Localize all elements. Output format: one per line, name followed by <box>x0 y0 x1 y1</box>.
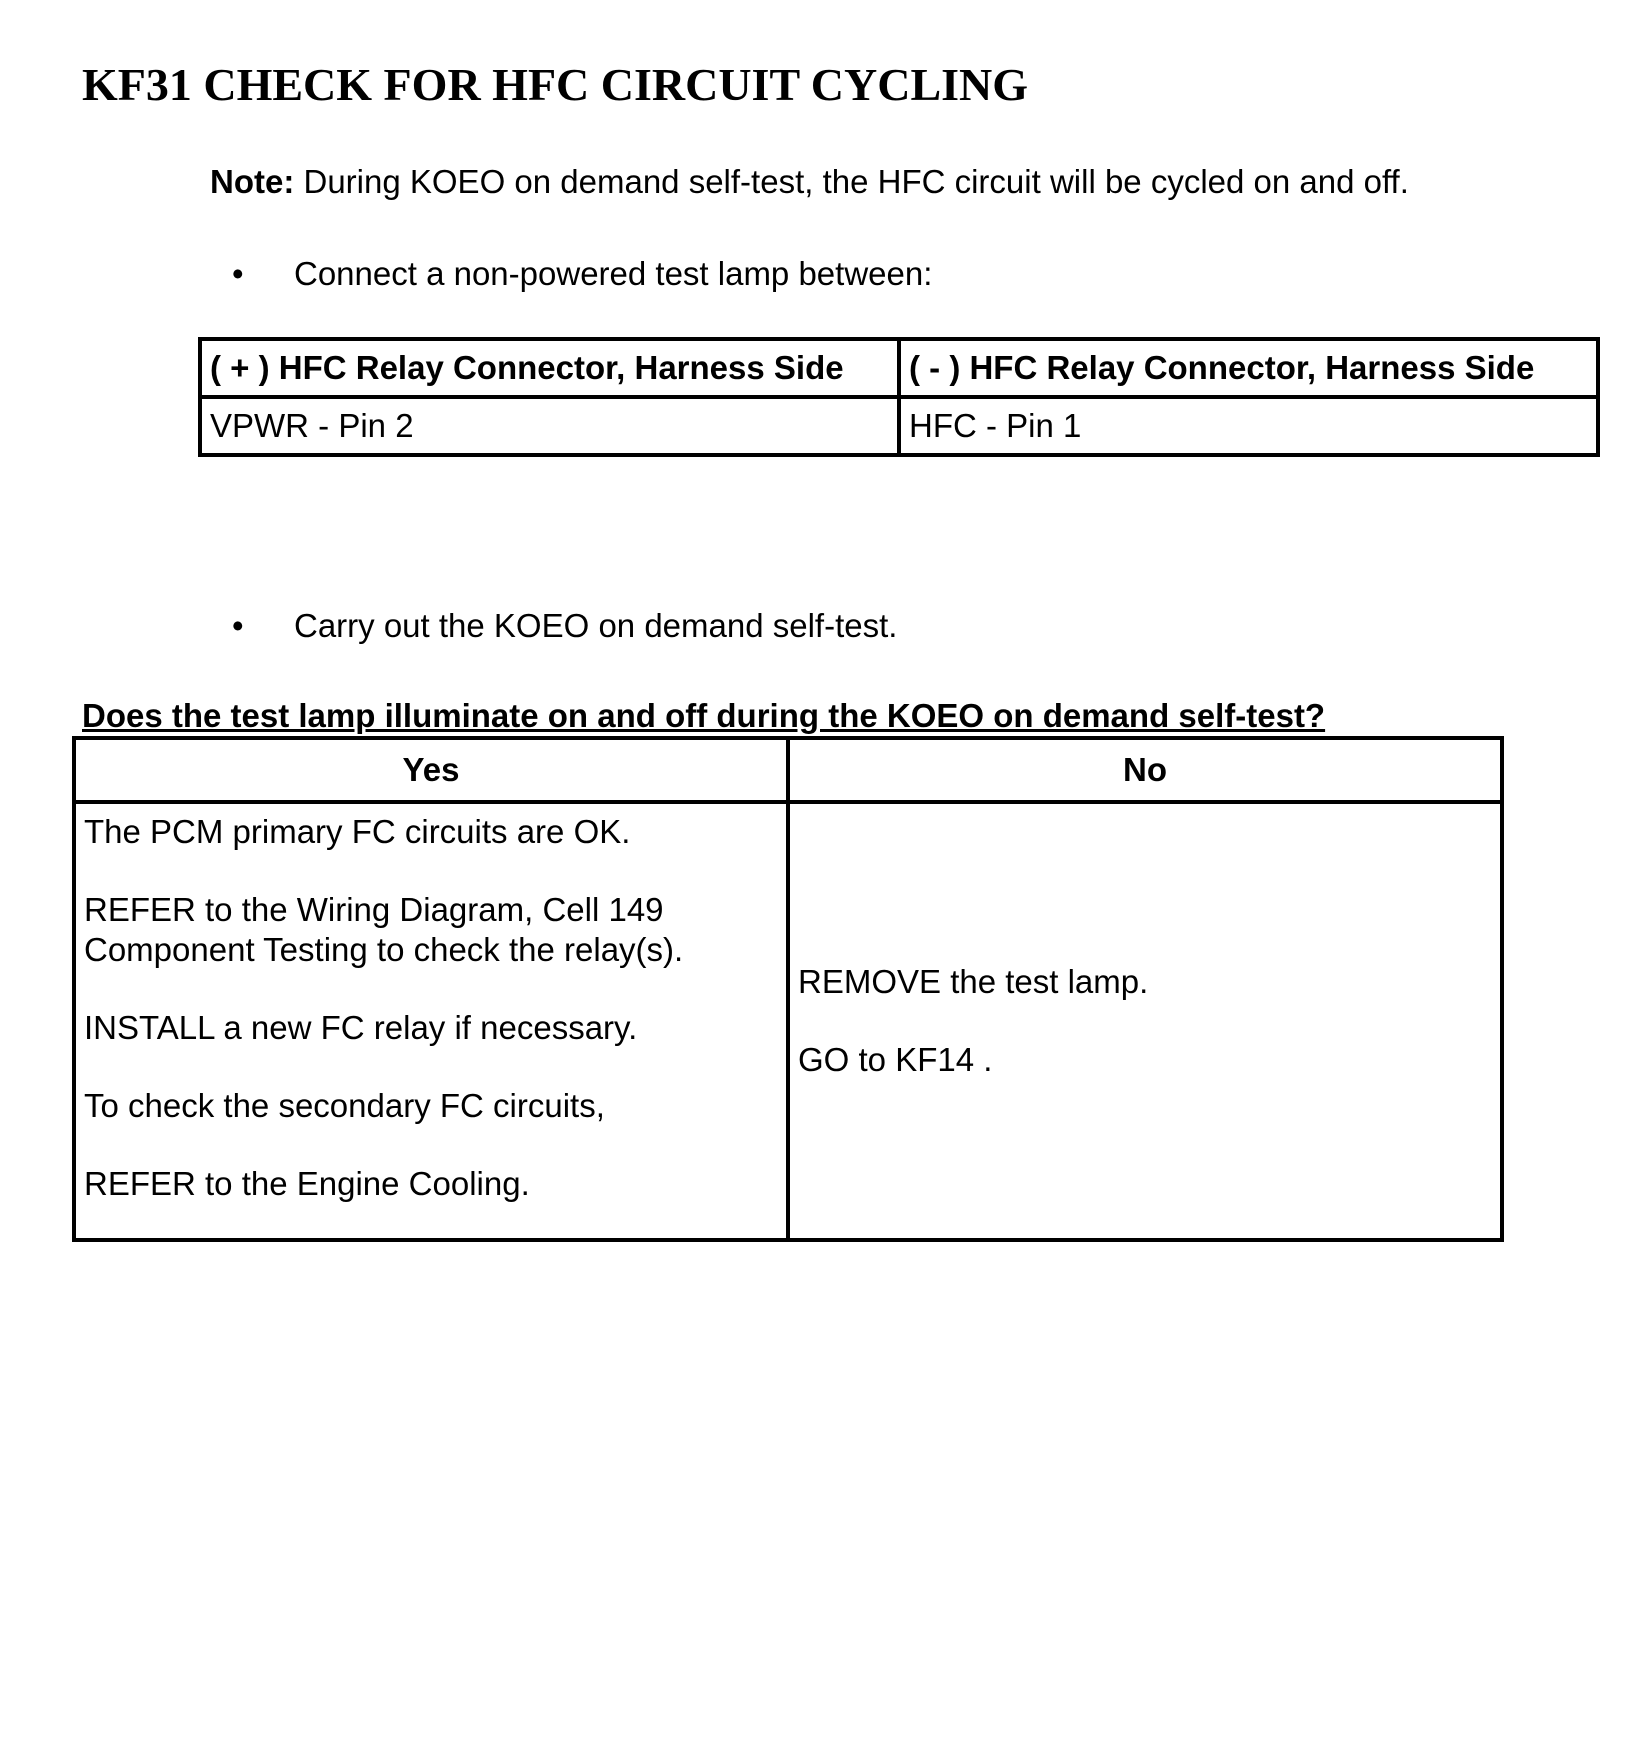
no-text: GO to KF14 . <box>798 1041 993 1078</box>
bullet-text: Connect a non-powered test lamp between: <box>294 255 933 292</box>
yes-text: The PCM primary FC circuits are OK. <box>84 813 631 850</box>
yes-header: Yes <box>74 738 788 802</box>
yes-cell <box>74 802 788 1240</box>
result-table <box>72 736 1504 1242</box>
note <box>210 163 1409 201</box>
note-label: Note: <box>210 163 295 200</box>
table-header-row <box>200 339 1598 397</box>
connector-table <box>198 337 1600 457</box>
question-heading: Does the test lamp illuminate on and off during the KOEO on demand self-test? <box>82 697 1326 734</box>
no-cell <box>788 802 1502 1240</box>
page-title: KF31 CHECK FOR HFC CIRCUIT CYCLING <box>82 59 1029 110</box>
yes-text: INSTALL a new FC relay if necessary. <box>84 1009 638 1046</box>
bullet-icon: • <box>232 607 244 644</box>
table-header: ( - ) HFC Relay Connector, Harness Side <box>899 339 1598 397</box>
table-row <box>74 802 1502 1240</box>
bullet-text: Carry out the KOEO on demand self-test. <box>294 607 898 644</box>
table-cell: HFC - Pin 1 <box>899 397 1598 455</box>
table-row <box>200 397 1598 455</box>
no-header: No <box>788 738 1502 802</box>
table-cell: VPWR - Pin 2 <box>200 397 899 455</box>
bullet-icon: • <box>232 255 244 292</box>
note-text: During KOEO on demand self-test, the HFC circuit will be cycled on and off. <box>294 163 1409 200</box>
table-header-row <box>74 738 1502 802</box>
yes-text: REFER to the Wiring Diagram, Cell 149 Component Testing to check the relay(s). <box>84 891 684 968</box>
table-header: ( + ) HFC Relay Connector, Harness Side <box>200 339 899 397</box>
no-text: REMOVE the test lamp. <box>798 963 1149 1000</box>
yes-text: REFER to the Engine Cooling. <box>84 1165 530 1202</box>
yes-text: To check the secondary FC circuits, <box>84 1087 605 1124</box>
